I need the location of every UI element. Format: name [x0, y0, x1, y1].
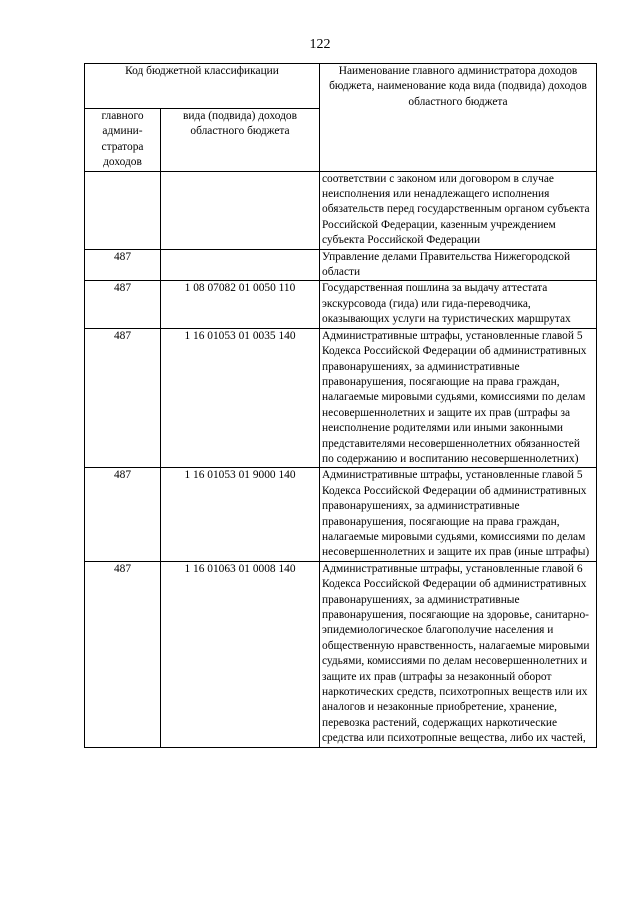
header-main-admin-code: главного админи-стратора доходов [85, 109, 161, 172]
budget-classification-table [84, 63, 597, 748]
income-name-cell: Административные штрафы, установленные главой 5 Кодекса Российской Федерации об административных правонарушениях, за административные правонарушения, посягающие на права граждан, налагаемые мировыми судьями, комиссиями по делам несовершеннолетних и защите их прав (штрафы за неисполнение родителями или иными законными представителями несовершеннолетних обязанностей по содержанию и воспитанию несовершеннолетних) [320, 328, 597, 468]
income-name-cell: Государственная пошлина за выдачу аттестата экскурсовода (гида) или гида-переводчика, оказывающих услуги на туристических маршрутах [320, 281, 597, 328]
admin-code-cell: 487 [85, 328, 161, 468]
income-kind-code-cell [161, 171, 320, 249]
admin-code-cell: 487 [85, 561, 161, 747]
income-kind-code-cell: 1 16 01063 01 0008 140 [161, 561, 320, 747]
income-kind-code-cell: 1 16 01053 01 0035 140 [161, 328, 320, 468]
table-row [85, 328, 597, 468]
income-kind-code-cell [161, 249, 320, 281]
income-name-cell: Управление делами Правительства Нижегородской области [320, 249, 597, 281]
page-number: 122 [309, 37, 331, 52]
admin-code-cell [85, 171, 161, 249]
table-row [85, 468, 597, 561]
header-budget-code-group: Код бюджетной классификации [85, 64, 320, 109]
header-admin-name: Наименование главного администратора доходов бюджета, наименование кода вида (подвида) доходов областного бюджета [320, 64, 597, 172]
income-kind-code-cell: 1 16 01053 01 9000 140 [161, 468, 320, 561]
income-name-cell: соответствии с законом или договором в случае неисполнения или ненадлежащего исполнения обязательств перед государственным органом субъекта Российской Федерации, казенным учреждением субъекта Российской Федерации [320, 171, 597, 249]
table-row [85, 249, 597, 281]
table-row [85, 171, 597, 249]
income-name-cell: Административные штрафы, установленные главой 6 Кодекса Российской Федерации об административных правонарушениях, за административные правонарушения, посягающие на здоровье, санитарно-эпидемиологическое благополучие населения и общественную нравственность, налагаемые мировыми судьями, комиссиями по делам несовершеннолетних и защите их прав (штрафы за незаконный оборот наркотических средств, психотропных веществ или их аналогов и незаконные приобретение, хранение, перевозка растений, содержащих наркотические средства или психотропные вещества, либо их частей, [320, 561, 597, 747]
admin-code-cell: 487 [85, 281, 161, 328]
table-row [85, 281, 597, 328]
header-income-kind-code: вида (подвида) доходов областного бюджета [161, 109, 320, 172]
table-header-row [85, 64, 597, 109]
table-row [85, 561, 597, 747]
admin-code-cell: 487 [85, 249, 161, 281]
income-name-cell: Административные штрафы, установленные главой 5 Кодекса Российской Федерации об административных правонарушениях, за административные правонарушения, посягающие на права граждан, налагаемые мировыми судьями, комиссиями по делам несовершеннолетних и защите их прав (иные штрафы) [320, 468, 597, 561]
admin-code-cell: 487 [85, 468, 161, 561]
income-kind-code-cell: 1 08 07082 01 0050 110 [161, 281, 320, 328]
